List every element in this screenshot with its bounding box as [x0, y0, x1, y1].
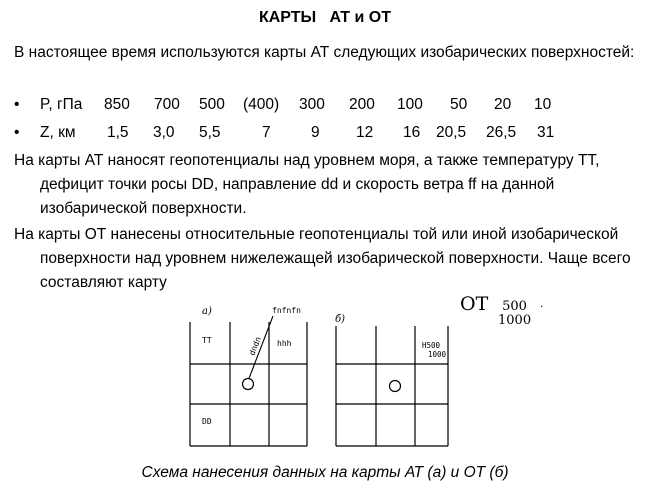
- bullet-dot: •: [14, 124, 20, 141]
- pressure-value: 700: [154, 96, 180, 113]
- height-value: 1,5: [107, 124, 129, 141]
- pressure-value: 100: [397, 96, 423, 113]
- page-title: КАРТЫ АТ и ОТ: [258, 9, 392, 26]
- at-paragraph: На карты АТ наносят геопотенциалы над уровнем моря, а также температуру ТТ, дефицит точки росы DD, направление dd и скорость ветра ff на данной изобарической поверхности.: [14, 152, 600, 217]
- height-value: 26,5: [486, 124, 517, 141]
- intro-paragraph: В настоящее время используются карты АТ следующих изобарических поверхностей:: [14, 44, 635, 61]
- pressure-value: 200: [349, 96, 375, 113]
- height-value: 7: [262, 124, 271, 141]
- height-value: 31: [537, 124, 555, 141]
- pressure-value: 850: [104, 96, 130, 113]
- pressure-value: 50: [450, 96, 468, 113]
- bullet-dot: •: [14, 96, 20, 113]
- pressure-value: 10: [534, 96, 552, 113]
- cell-h500: Н500: [422, 341, 441, 350]
- cell-hhh: hhh: [277, 339, 292, 348]
- ot-paragraph: На карты ОТ нанесены относительные геопотенциалы той или иной изобарической поверхности над уровнем нижележащей изобарической поверхности. Чаще всего составляют карту: [14, 226, 631, 291]
- ot-formula-denominator: 1000: [498, 313, 532, 328]
- figure-caption: Схема нанесения данных на карты АТ (а) и ОТ (б): [141, 464, 509, 481]
- wind-top-label: fnfnfn: [272, 306, 301, 315]
- height-value: 12: [356, 124, 374, 141]
- station-circle: [390, 381, 401, 392]
- station-circle: [243, 379, 254, 390]
- height-value: 9: [311, 124, 320, 141]
- cell-tt: ТТ: [202, 336, 212, 345]
- cell-dd: DD: [202, 417, 212, 426]
- panel-a-label: а): [202, 306, 212, 317]
- height-value: 3,0: [153, 124, 175, 141]
- stray-mark: .: [540, 296, 544, 310]
- pressure-value: 20: [494, 96, 512, 113]
- height-label: Z, км: [40, 124, 76, 141]
- ot-formula-fraction: [498, 300, 531, 328]
- pressure-value: (400): [243, 96, 280, 113]
- pressure-value: 500: [199, 96, 225, 113]
- ot-formula-name: ОТ: [460, 293, 489, 315]
- pressure-label: P, гПа: [40, 96, 83, 113]
- pressure-value: 300: [299, 96, 325, 113]
- cell-1000: 1000: [428, 350, 447, 359]
- ot-formula-numerator: 500: [502, 299, 527, 314]
- map-plotting-diagram: [180, 296, 450, 456]
- height-value: 16: [403, 124, 421, 141]
- height-value: 5,5: [199, 124, 221, 141]
- height-value: 20,5: [436, 124, 467, 141]
- panel-b-label: б): [335, 314, 346, 325]
- wind-diag-label: dndn: [247, 335, 264, 357]
